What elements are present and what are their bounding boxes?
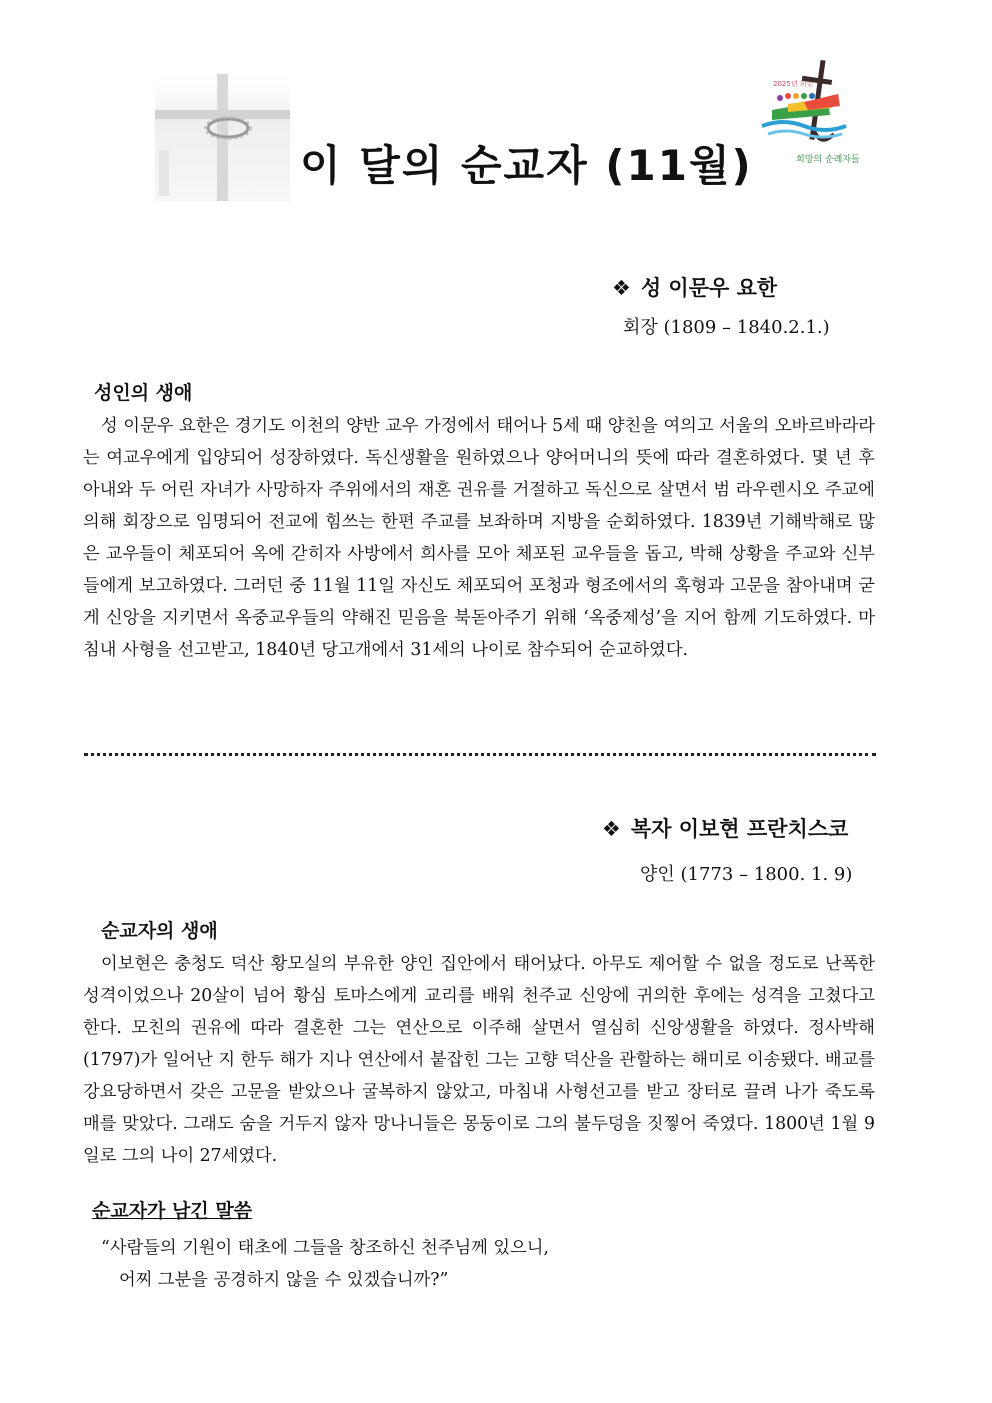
diamond-bullet-icon: ❖ — [612, 276, 631, 300]
svg-text:2025년 희년: 2025년 희년 — [773, 80, 814, 88]
section-heading-words: 순교자가 남긴 말씀 — [92, 1200, 253, 1222]
crown-of-thorns-cross-icon — [155, 66, 290, 201]
biography-paragraph-1: 성 이문우 요한은 경기도 이천의 양반 교우 가정에서 태어나 5세 때 양친을 여의고 서울의 오바르바라라는 여교우에게 입양되어 성장하였다. 독신생활을 원하였으나 양어머니의 뜻에 따라 결혼하였다. 몇 년 후 아내와 두 어린 자녀가 사망하자 주위에서의 재혼 권유를 거절하고 독신으로 살면서 범 라우렌시오 주교에 의해 회장으로 임명되어 전교에 힘쓰는 한편 주교를 보좌하며 지방을 순회하였다. 1839년 기해박해로 많은 교우들이 체포되어 옥에 갇히자 사방에서 희사를 모아 체포된 교우들을 돕고, 박해 상황을 주교와 신부들에게 보고하였다. 그러던 중 11월 11일 자신도 체포되어 포청과 형조에서의 혹형과 고문을 참아내며 굳게 신앙을 지키면서 옥중교우들의 약해진 믿음을 북돋아주기 위해 ‘옥중제성’을 지어 함께 기도하였다. 마침내 사형을 선고받고, 1840년 당고개에서 31세의 나이로 참수되어 순교하였다. — [83, 416, 875, 660]
diamond-bullet-icon: ❖ — [602, 817, 621, 841]
svg-text:희망의 순례자들: 희망의 순례자들 — [796, 155, 860, 165]
jubilee-cross-logo-icon — [758, 60, 860, 170]
section-heading-biography-2: 순교자의 생애 — [101, 920, 218, 942]
saint-dates-2: 양인 (1773 – 1800. 1. 9) — [640, 864, 853, 885]
saint-name-1-text: 성 이문우 요한 — [640, 276, 778, 300]
saint-name-2 — [602, 813, 848, 843]
saint-name-2-text: 복자 이보현 프란치스코 — [630, 817, 849, 841]
dotted-divider — [84, 753, 876, 756]
saint-name-1 — [612, 272, 777, 302]
saint-dates-1: 회장 (1809 – 1840.2.1.) — [623, 317, 830, 338]
page-title: 이 달의 순교자 (11월) — [300, 141, 753, 190]
biography-paragraph-2: 이보현은 충청도 덕산 황모실의 부유한 양인 집안에서 태어났다. 아무도 제어할 수 없을 정도로 난폭한 성격이었으나 20살이 넘어 황심 토마스에게 교리를 배워 천주교 신앙에 귀의한 후에는 성격을 고쳤다고 한다. 모친의 권유에 따라 결혼한 그는 연산으로 이주해 살면서 열심히 신앙생활을 하였다. 정사박해(1797)가 일어난 지 한두 해가 지나 연산에서 붙잡힌 그는 고향 덕산을 관할하는 해미로 이송됐다. 배교를 강요당하면서 갖은 고문을 받았으나 굴복하지 않았고, 마침내 사형선고를 받고 장터로 끌려 나가 죽도록 매를 맞았다. 그래도 숨을 거두지 않자 망나니들은 몽둥이로 그의 불두덩을 짓찧어 죽였다. 1800년 1월 9일로 그의 나이 27세였다. — [83, 954, 875, 1166]
section-heading-biography-1: 성인의 생애 — [94, 382, 193, 404]
quote-line-2: 어찌 그분을 공경하지 않을 수 있겠습니까?” — [119, 1270, 449, 1290]
quote-line-1: “사람들의 기원이 태초에 그들을 창조하신 천주님께 있으니, — [101, 1238, 549, 1258]
